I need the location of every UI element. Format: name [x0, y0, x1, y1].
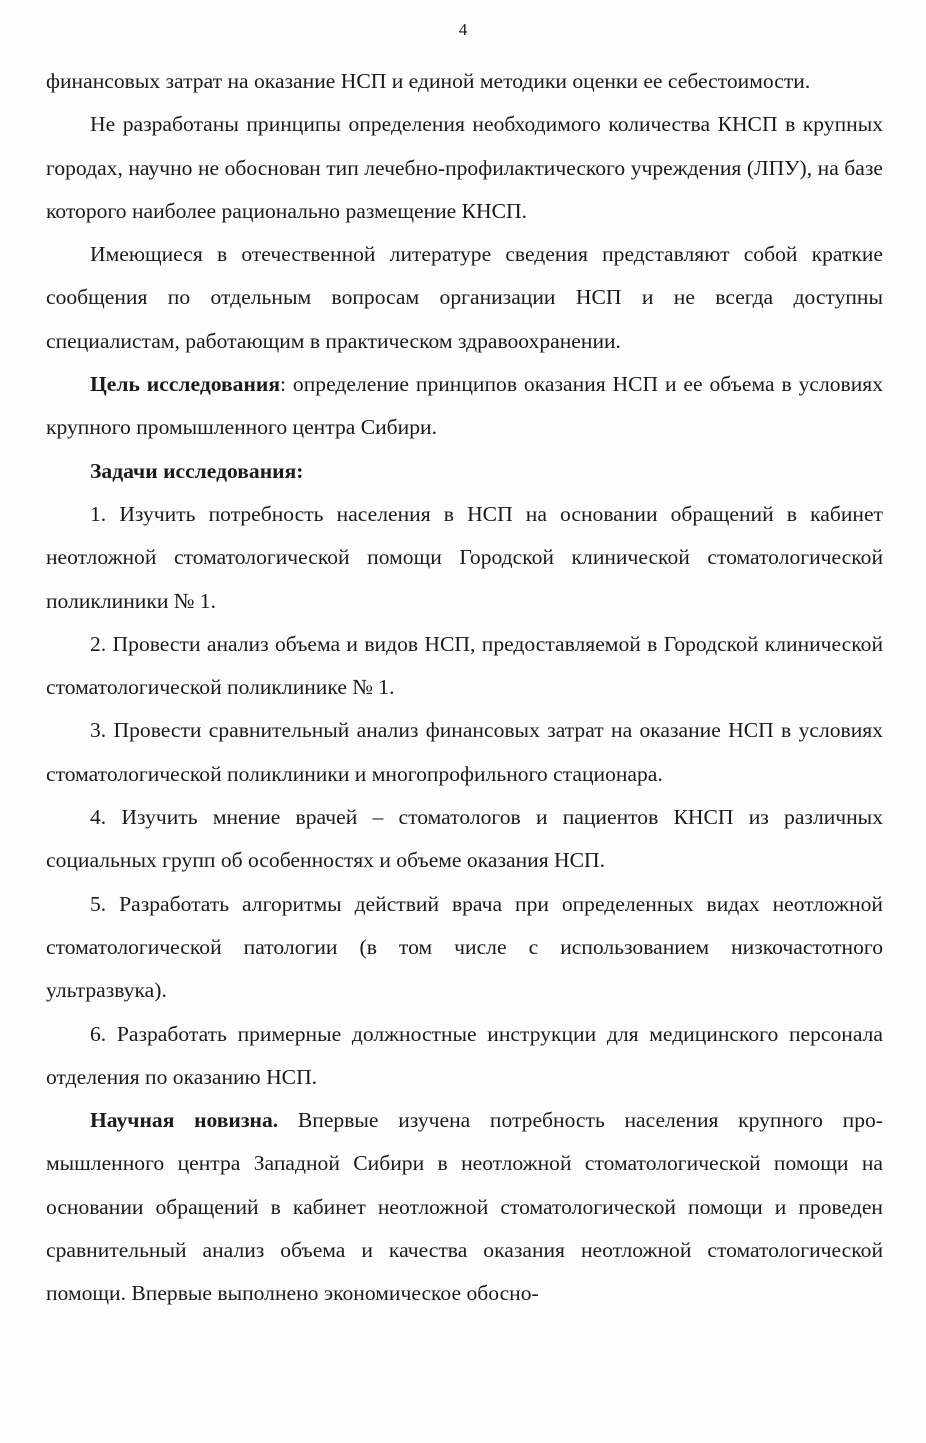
task-item: 6. Разработать примерные должностные инструкции для медицинского персонала отделения по оказанию НСП.	[46, 1021, 883, 1089]
paragraph-text: : определение принципов оказания НСП и ее объема в условиях крупного промышленного центра Сибири.	[46, 372, 883, 440]
paragraph: Имеющиеся в отечественной литературе сведения представляют собой краткие сообщения по отдельным вопросам организации НСП и не всегда доступны специалистам, работающим в практическом здравоохранении.	[46, 242, 883, 353]
paragraph: Не разработаны принципы определения необходимого количества КНСП в крупных городах, научно не обоснован тип лечебно-профилактического учреждения (ЛПУ), на базе которого наиболее рационально размещение КНСП.	[46, 112, 883, 223]
task-item: 3. Провести сравнительный анализ финансовых затрат на оказание НСП в условиях стоматологической поликлиники и многопрофильного стационара.	[46, 718, 883, 786]
section-label-tasks: Задачи исследования:	[90, 458, 304, 483]
task-item: 2. Провести анализ объема и видов НСП, предоставляемой в Городской клинической стоматологической поликлинике № 1.	[46, 631, 883, 700]
task-item: 5. Разработать алгоритмы действий врача при определенных видах неотложной стоматологической патологии (в том числе с использованием низкочастотного ультразвука).	[46, 891, 883, 1003]
page-body	[46, 60, 883, 1316]
paragraph: финансовых затрат на оказание НСП и единой методики оценки ее себестоимости.	[46, 69, 811, 93]
paragraph-novelty	[46, 1099, 883, 1315]
page-number: 4	[458, 20, 468, 39]
paragraph-goal	[46, 363, 883, 450]
paragraph-text: Впервые изучена потребность населения крупного промышленного центра Западной Сибири в неотложной стоматологической помощи на основании обращений в кабинет неотложной стоматологической помощи и проведен сравнительный анализ объема и качества оказания неотложной стоматологической помощи. Впервые выполнено экономическое обосно-	[46, 1108, 883, 1306]
section-label-novelty: Научная новизна.	[90, 1108, 279, 1133]
section-label-goal: Цель исследования	[90, 372, 281, 397]
section-heading-tasks	[46, 450, 883, 493]
task-item: 1. Изучить потребность населения в НСП на основании обращений в кабинет неотложной стоматологической помощи Городской клинической стоматологической поликлиники № 1.	[46, 501, 883, 613]
task-item: 4. Изучить мнение врачей – стоматологов и пациентов КНСП из различных социальных групп об особенностях и объеме оказания НСП.	[46, 805, 883, 873]
